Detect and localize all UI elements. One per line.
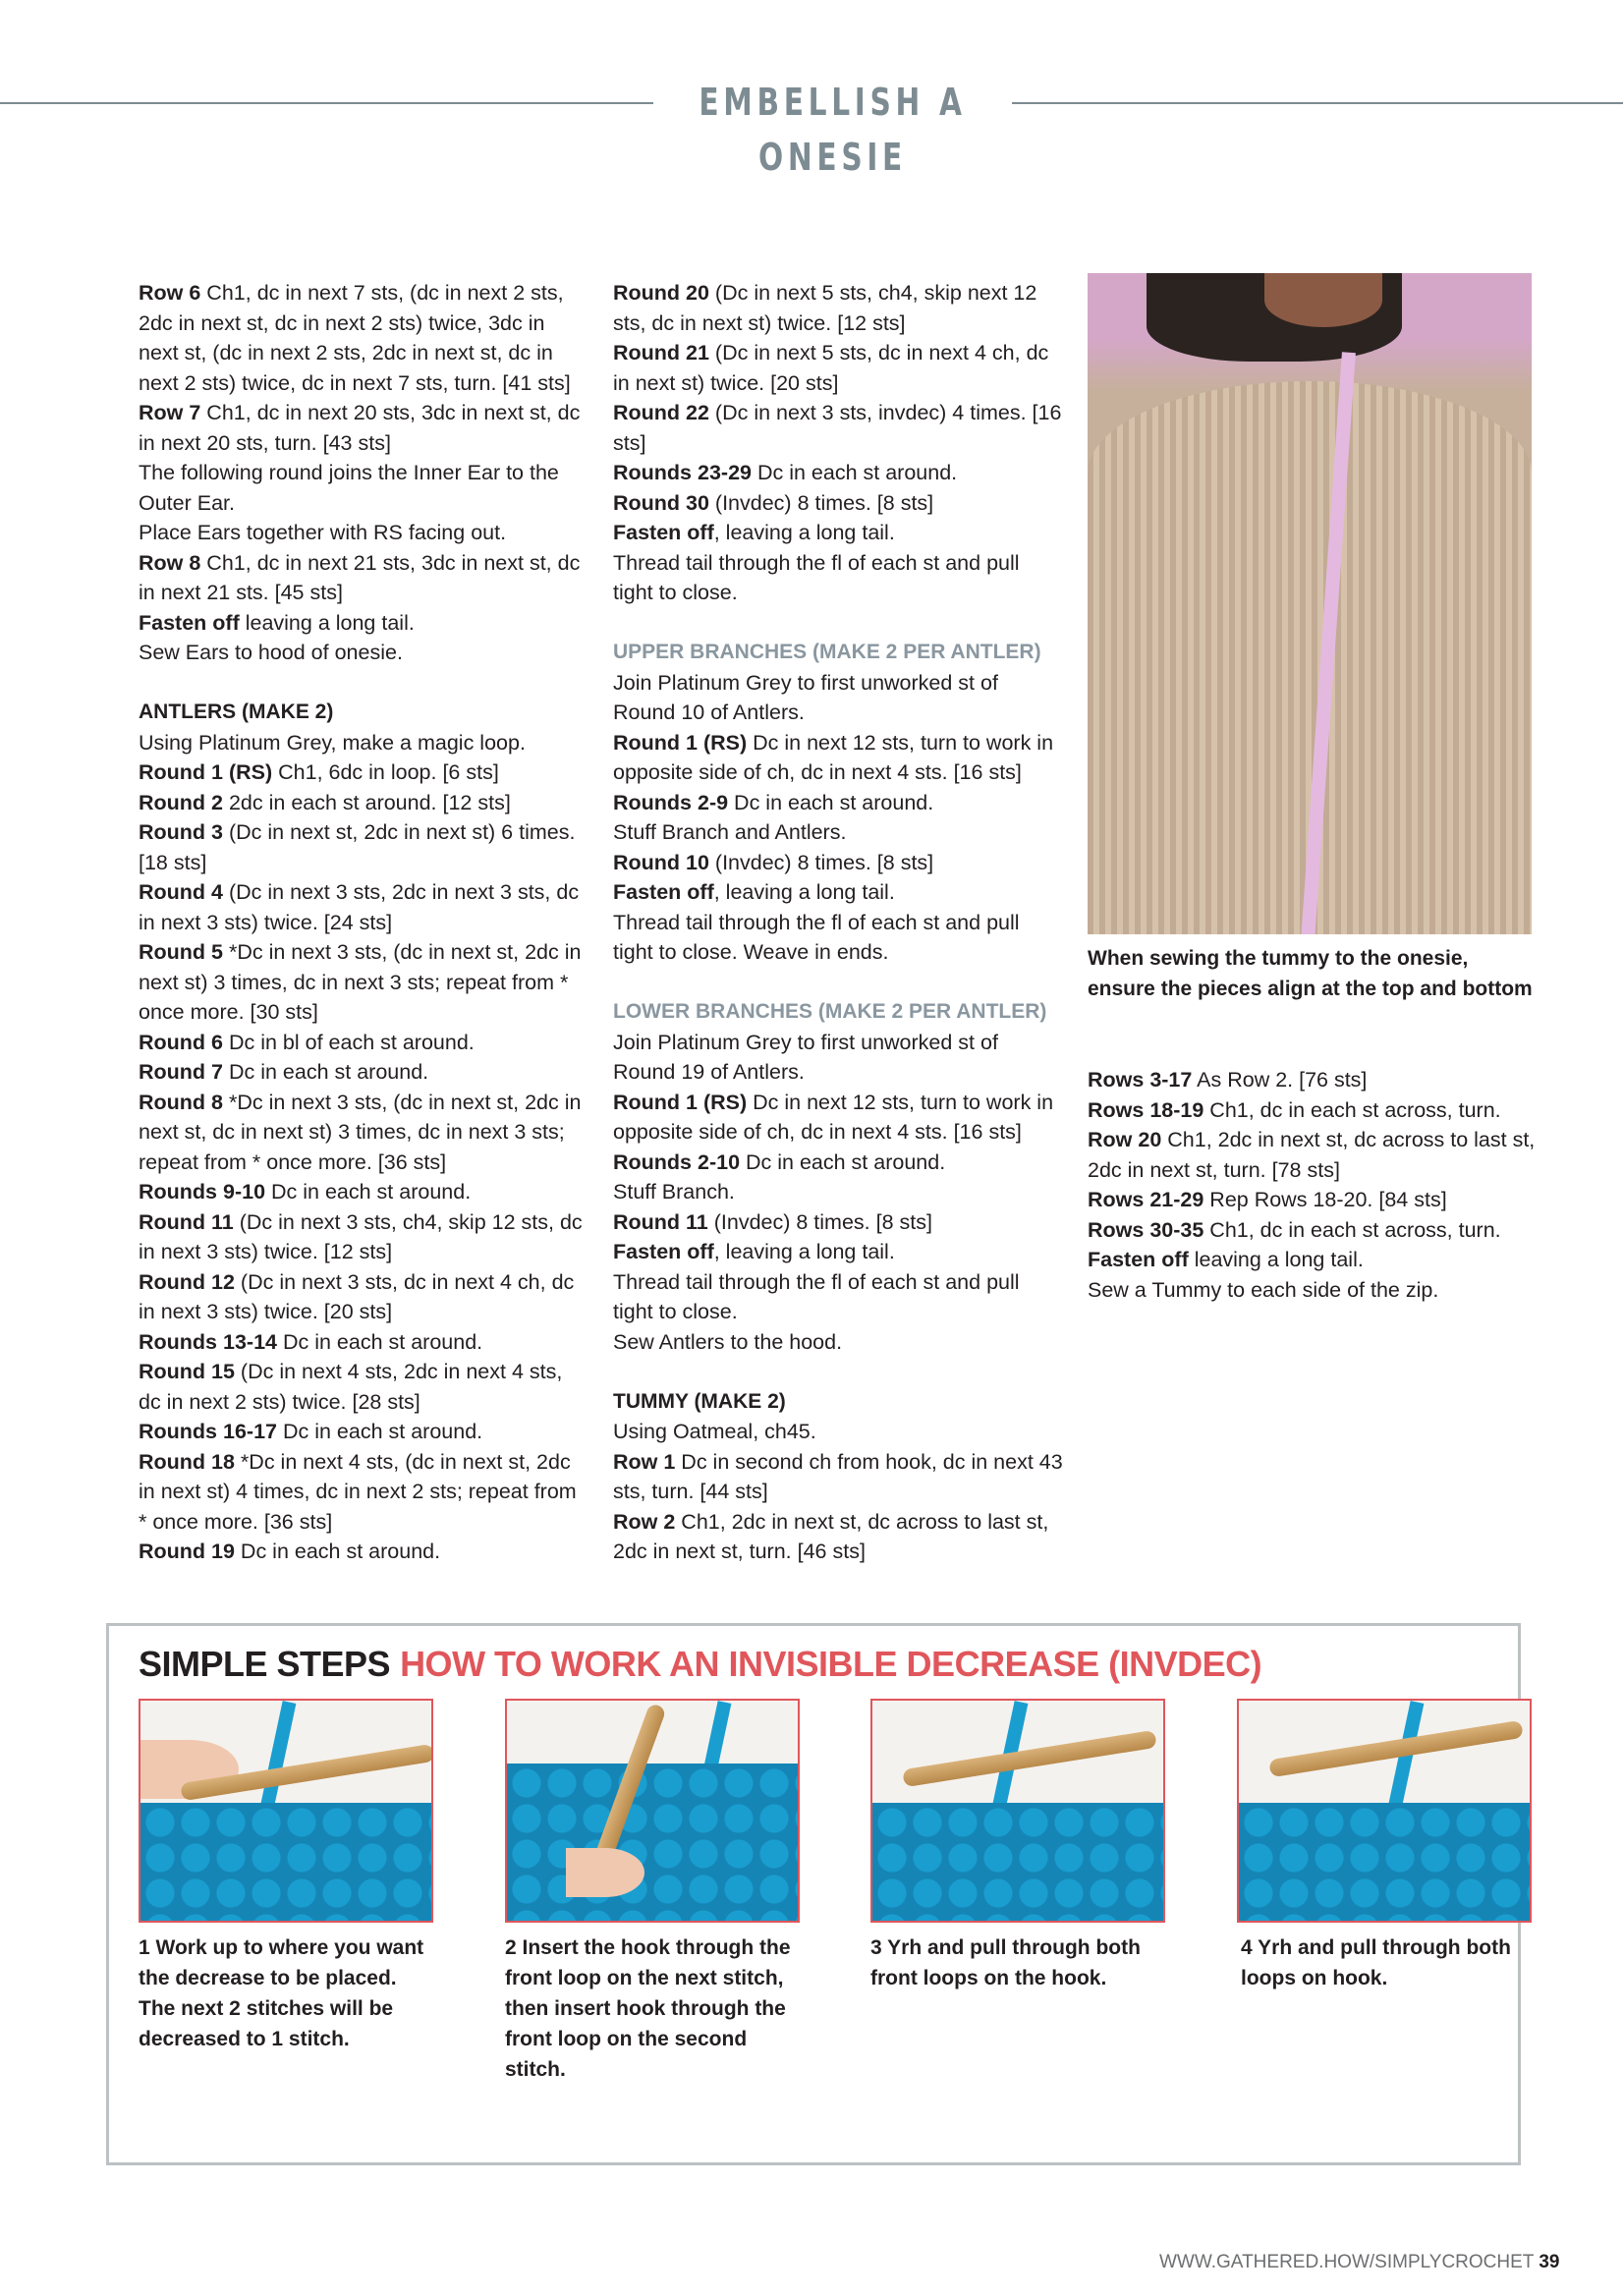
- instruction-text: Ch1, dc in next 7 sts, (dc in next 2 sts, 2dc in next st, dc in next 2 sts) twice, 3dc in next st, (dc in next 2 sts, 2dc in next st, dc in next 2 sts) twice, dc in next 7 sts, turn. [41 sts]: [139, 281, 571, 395]
- instruction-line: [139, 788, 590, 818]
- instruction-text: , leaving a long tail.: [713, 880, 895, 904]
- instruction-line: [139, 1327, 590, 1358]
- instruction-label: Round 30: [613, 490, 709, 515]
- instruction-line: [139, 1267, 590, 1327]
- instruction-text: Join Platinum Grey to first unworked st of Round 10 of Antlers.: [613, 670, 998, 724]
- instruction-line: [139, 548, 590, 608]
- instruction-label: Row 7: [139, 401, 201, 424]
- yarn-swatch: [1239, 1803, 1530, 1921]
- instruction-label: Rows 21-29: [1088, 1188, 1204, 1211]
- instruction-text: Dc in each st around.: [265, 1180, 472, 1204]
- instruction-text: *Dc in next 4 sts, (dc in next st, 2dc in next st) 4 times, dc in next 2 sts; repeat from * once more. [36 sts]: [139, 1449, 577, 1534]
- instruction-label: Round 2: [139, 790, 223, 814]
- instruction-line: [139, 937, 590, 1028]
- instruction-text: (Dc in next 3 sts, 2dc in next 3 sts, dc in next 3 sts) twice. [24 sts]: [139, 880, 580, 934]
- instruction-line: [139, 817, 590, 877]
- instruction-line: [139, 757, 590, 788]
- instruction-text: (Dc in next 5 sts, dc in next 4 ch, dc in next st) twice. [20 sts]: [613, 341, 1049, 395]
- instruction-label: Rows 30-35: [1088, 1217, 1204, 1242]
- yarn-swatch: [140, 1803, 431, 1921]
- photo-caption: When sewing the tummy to the onesie, ensure the pieces align at the top and bottom: [1088, 947, 1533, 1000]
- instruction-label: Round 5: [139, 940, 223, 964]
- instruction-label: Round 22: [613, 401, 709, 424]
- instruction-line: [613, 848, 1065, 878]
- instruction-line: [613, 1417, 1065, 1447]
- instruction-text: Dc in each st around.: [276, 1329, 483, 1354]
- instruction-label: Row 20: [1088, 1128, 1162, 1151]
- instruction-label: Fasten off: [1088, 1248, 1189, 1271]
- instruction-label: Round 19: [139, 1540, 235, 1563]
- instruction-text: (Invdec) 8 times. [8 sts]: [708, 850, 934, 874]
- step-3-text: [870, 1932, 1165, 1993]
- page-footer: [1159, 2250, 1560, 2275]
- step-2-text: [505, 1932, 800, 2085]
- spacer: [139, 668, 590, 699]
- instruction-line: [613, 1507, 1065, 1567]
- instruction-label: Rows 3-17: [1088, 1068, 1193, 1092]
- step-2-image: [505, 1699, 800, 1923]
- instruction-line: [139, 877, 590, 937]
- instruction-label: Round 7: [139, 1060, 223, 1084]
- instruction-line: [613, 548, 1065, 608]
- step-1-image: [139, 1699, 433, 1923]
- instruction-line: [139, 1207, 590, 1267]
- header-rule-right: [1012, 102, 1623, 104]
- instruction-line: [139, 518, 590, 548]
- section-title: EMBELLISH A ONESIE: [699, 81, 967, 179]
- instruction-text: Join Platinum Grey to first unworked st of Round 19 of Antlers.: [613, 1030, 998, 1084]
- instruction-line: [1088, 1185, 1539, 1215]
- instruction-text: Ch1, dc in next 21 sts, 3dc in next st, dc in next 21 sts. [45 sts]: [139, 550, 581, 604]
- instruction-text: (Dc in next 3 sts, dc in next 4 ch, dc in next 3 sts) twice. [20 sts]: [139, 1269, 575, 1323]
- section-heading: ANTLERS (MAKE 2): [139, 700, 334, 723]
- onesie-photo: [1088, 273, 1532, 934]
- instruction-text: Sew Ears to hood of onesie.: [139, 641, 403, 664]
- instruction-line: [139, 1028, 590, 1058]
- instruction-text: Dc in each st around.: [276, 1420, 483, 1443]
- face-shape: [1264, 273, 1382, 327]
- yarn-swatch: [507, 1764, 798, 1921]
- instruction-text: Dc in each st around.: [223, 1060, 429, 1084]
- instruction-text: Ch1, 2dc in next st, dc across to last st, 2dc in next st, turn. [46 sts]: [613, 1509, 1049, 1563]
- instruction-line: [139, 1088, 590, 1178]
- instruction-line: [613, 728, 1065, 788]
- step-number: 4: [1241, 1936, 1253, 1959]
- instruction-line: [613, 908, 1065, 968]
- instruction-label: Fasten off: [613, 1240, 714, 1263]
- instruction-text: (Dc in next 4 sts, 2dc in next 4 sts, dc in next 2 sts) twice. [28 sts]: [139, 1360, 563, 1414]
- instruction-line: [139, 1177, 590, 1207]
- instruction-text: Ch1, dc in next 20 sts, 3dc in next st, dc in next 20 sts, turn. [43 sts]: [139, 401, 581, 455]
- instruction-line: [613, 1267, 1065, 1327]
- instruction-label: Round 8: [139, 1090, 223, 1114]
- instruction-line: [139, 638, 590, 668]
- instruction-text: Sew Antlers to the hood.: [613, 1329, 843, 1354]
- step-4-image: [1237, 1699, 1532, 1923]
- instruction-label: Fasten off: [613, 880, 714, 904]
- instruction-text: (Dc in next 3 sts, invdec) 4 times. [16 sts]: [613, 401, 1062, 455]
- instruction-line: [613, 458, 1065, 488]
- instruction-label: Round 1 (RS): [613, 1090, 748, 1114]
- instruction-line: [139, 608, 590, 639]
- instruction-line: [613, 1088, 1065, 1148]
- instruction-text: Dc in each st around.: [740, 1149, 946, 1174]
- instruction-label: Fasten off: [139, 610, 240, 635]
- instruction-text: Using Oatmeal, ch45.: [613, 1420, 816, 1443]
- instruction-line: [1088, 1095, 1539, 1126]
- instruction-label: Round 18: [139, 1449, 235, 1474]
- instruction-label: Rows 18-19: [1088, 1097, 1204, 1122]
- step-4-text: [1241, 1932, 1536, 1993]
- instruction-label: Round 1 (RS): [613, 730, 748, 755]
- instruction-text: Dc in bl of each st around.: [223, 1030, 475, 1054]
- simple-steps-title: HOW TO WORK AN INVISIBLE DECREASE (INVDEC): [400, 1644, 1262, 1684]
- instruction-label: Rounds 23-29: [613, 461, 752, 484]
- instruction-line: [613, 788, 1065, 818]
- instruction-label: Round 4: [139, 880, 223, 904]
- instruction-text: (Invdec) 8 times. [8 sts]: [708, 490, 934, 515]
- instruction-text: Ch1, dc in each st across, turn.: [1203, 1217, 1501, 1242]
- instruction-text: (Dc in next 5 sts, ch4, skip next 12 sts, dc in next st) twice. [12 sts]: [613, 281, 1037, 335]
- instruction-text: Dc in each st around.: [751, 461, 958, 484]
- instruction-line: [613, 1447, 1065, 1507]
- instruction-label: Round 3: [139, 820, 223, 844]
- instruction-line: [613, 398, 1065, 458]
- text-column-3: [1088, 1065, 1539, 1305]
- instruction-line: [613, 278, 1065, 338]
- simple-steps-label: SIMPLE STEPS: [139, 1644, 391, 1684]
- instruction-label: Row 2: [613, 1509, 676, 1534]
- instruction-text: leaving a long tail.: [239, 610, 415, 635]
- instruction-label: Round 11: [139, 1209, 234, 1234]
- instruction-line: [1088, 1275, 1539, 1306]
- instruction-text: Ch1, dc in each st across, turn.: [1203, 1097, 1501, 1122]
- instruction-line: [139, 1447, 590, 1538]
- instruction-label: Round 12: [139, 1269, 235, 1294]
- instruction-text: (Dc in next 3 sts, ch4, skip 12 sts, dc in next 3 sts) twice. [12 sts]: [139, 1209, 583, 1263]
- instruction-text: Ch1, 6dc in loop. [6 sts]: [272, 760, 499, 784]
- instruction-text: , leaving a long tail.: [713, 521, 895, 544]
- instruction-label: Round 21: [613, 341, 709, 364]
- instruction-line: [139, 458, 590, 518]
- instruction-line: [613, 1327, 1065, 1358]
- step-description: Yrh and pull through both loops on hook.: [1241, 1936, 1511, 1989]
- instruction-text: Thread tail through the fl of each st and pull tight to close.: [613, 550, 1020, 604]
- instruction-label: Row 1: [613, 1449, 676, 1474]
- simple-steps-heading: [139, 1640, 1261, 1689]
- step-number: 2: [505, 1936, 517, 1959]
- step-3-image: [870, 1699, 1165, 1923]
- instruction-line: [139, 1057, 590, 1088]
- instruction-text: *Dc in next 3 sts, (dc in next st, 2dc in next st) 3 times, dc in next 3 sts; repeat from * once more. [30 sts]: [139, 940, 582, 1024]
- instruction-label: Round 15: [139, 1360, 235, 1383]
- spacer: [613, 968, 1065, 998]
- instruction-label: Row 6: [139, 281, 201, 305]
- text-column-2: [613, 278, 1065, 1567]
- instruction-text: , leaving a long tail.: [713, 1240, 895, 1263]
- instruction-label: Round 1 (RS): [139, 760, 273, 784]
- instruction-line: [613, 877, 1065, 908]
- instruction-label: Row 8: [139, 550, 201, 575]
- section-heading: TUMMY (MAKE 2): [613, 1389, 786, 1413]
- step-1-text: [139, 1932, 433, 2054]
- instruction-text: Stuff Branch and Antlers.: [613, 820, 847, 844]
- instruction-label: Round 6: [139, 1030, 223, 1054]
- footer-url: WWW.GATHERED.HOW/SIMPLYCROCHET: [1159, 2252, 1535, 2272]
- section-heading: LOWER BRANCHES (MAKE 2 PER ANTLER): [613, 1000, 1047, 1023]
- spacer: [613, 1357, 1065, 1387]
- instruction-text: As Row 2. [76 sts]: [1192, 1068, 1368, 1092]
- step-description: Work up to where you want the decrease to be placed. The next 2 stitches will be decreased to 1 stitch.: [139, 1936, 424, 2050]
- instruction-text: Dc in next 12 sts, turn to work in opposite side of ch, dc in next 4 sts. [16 sts]: [613, 1090, 1054, 1144]
- instruction-text: Dc in second ch from hook, dc in next 43 sts, turn. [44 sts]: [613, 1449, 1063, 1503]
- instruction-text: *Dc in next 3 sts, (dc in next st, 2dc in next st, dc in next st) 3 times, dc in next 3 sts; repeat from * once more. [36 sts]: [139, 1090, 582, 1174]
- page-number: 39: [1539, 2252, 1560, 2272]
- instruction-text: Sew a Tummy to each side of the zip.: [1088, 1277, 1439, 1302]
- yarn-swatch: [872, 1803, 1163, 1921]
- instruction-text: (Dc in next st, 2dc in next st) 6 times. [18 sts]: [139, 820, 576, 874]
- instruction-line: [613, 668, 1065, 728]
- step-description: Yrh and pull through both front loops on the hook.: [870, 1936, 1141, 1989]
- instruction-label: Rounds 9-10: [139, 1180, 266, 1204]
- instruction-text: (Invdec) 8 times. [8 sts]: [707, 1209, 932, 1234]
- instruction-label: Rounds 2-10: [613, 1149, 741, 1174]
- instruction-text: Dc in each st around.: [234, 1540, 441, 1563]
- instruction-text: leaving a long tail.: [1188, 1248, 1364, 1271]
- instruction-text: Thread tail through the fl of each st and pull tight to close. Weave in ends.: [613, 910, 1020, 964]
- crochet-hook: [902, 1730, 1157, 1787]
- instruction-label: Rounds 2-9: [613, 790, 729, 814]
- instruction-text: Dc in next 12 sts, turn to work in opposite side of ch, dc in next 4 sts. [16 sts]: [613, 730, 1054, 784]
- instruction-label: Rounds 16-17: [139, 1420, 277, 1443]
- instruction-line: [139, 728, 590, 758]
- instruction-line: [139, 398, 590, 458]
- instruction-text: Dc in each st around.: [728, 790, 934, 814]
- instruction-line: [1088, 1245, 1539, 1275]
- text-column-1: [139, 278, 590, 1567]
- instruction-line: [139, 1357, 590, 1417]
- instruction-line: [613, 518, 1065, 548]
- instruction-line: [613, 817, 1065, 848]
- spacer: [613, 608, 1065, 639]
- instruction-label: Rounds 13-14: [139, 1329, 277, 1354]
- instruction-line: [613, 1237, 1065, 1267]
- instruction-text: Rep Rows 18-20. [84 sts]: [1203, 1188, 1447, 1211]
- instruction-text: Thread tail through the fl of each st and pull tight to close.: [613, 1269, 1020, 1323]
- step-description: Insert the hook through the front loop on the next stitch, then insert hook through the front loop on the second stitch.: [505, 1936, 791, 2081]
- instruction-label: Round 10: [613, 850, 709, 874]
- section-heading: UPPER BRANCHES (MAKE 2 PER ANTLER): [613, 641, 1041, 663]
- instruction-line: [139, 1537, 590, 1567]
- instruction-line: [613, 1207, 1065, 1238]
- finger-shape: [566, 1848, 644, 1897]
- instruction-text: Using Platinum Grey, make a magic loop.: [139, 730, 526, 755]
- instruction-line: [1088, 1215, 1539, 1246]
- instruction-label: Round 11: [613, 1209, 708, 1234]
- instruction-text: Stuff Branch.: [613, 1180, 735, 1204]
- instruction-line: [613, 1148, 1065, 1178]
- instruction-text: Ch1, 2dc in next st, dc across to last st, 2dc in next st, turn. [78 sts]: [1088, 1128, 1536, 1182]
- instruction-text: 2dc in each st around. [12 sts]: [223, 790, 511, 814]
- instruction-line: [613, 338, 1065, 398]
- instruction-line: [613, 1177, 1065, 1207]
- instruction-text: The following round joins the Inner Ear to the Outer Ear.: [139, 461, 559, 515]
- instruction-label: Fasten off: [613, 521, 714, 544]
- instruction-line: [613, 1028, 1065, 1088]
- instruction-text: Place Ears together with RS facing out.: [139, 521, 507, 544]
- instruction-line: [1088, 1065, 1539, 1095]
- header-rule-left: [0, 102, 653, 104]
- step-number: 3: [870, 1936, 882, 1959]
- instruction-line: [139, 278, 590, 398]
- step-number: 1: [139, 1936, 150, 1959]
- instruction-line: [1088, 1125, 1539, 1185]
- instruction-line: [613, 488, 1065, 519]
- instruction-line: [139, 1417, 590, 1447]
- instruction-label: Round 20: [613, 281, 709, 305]
